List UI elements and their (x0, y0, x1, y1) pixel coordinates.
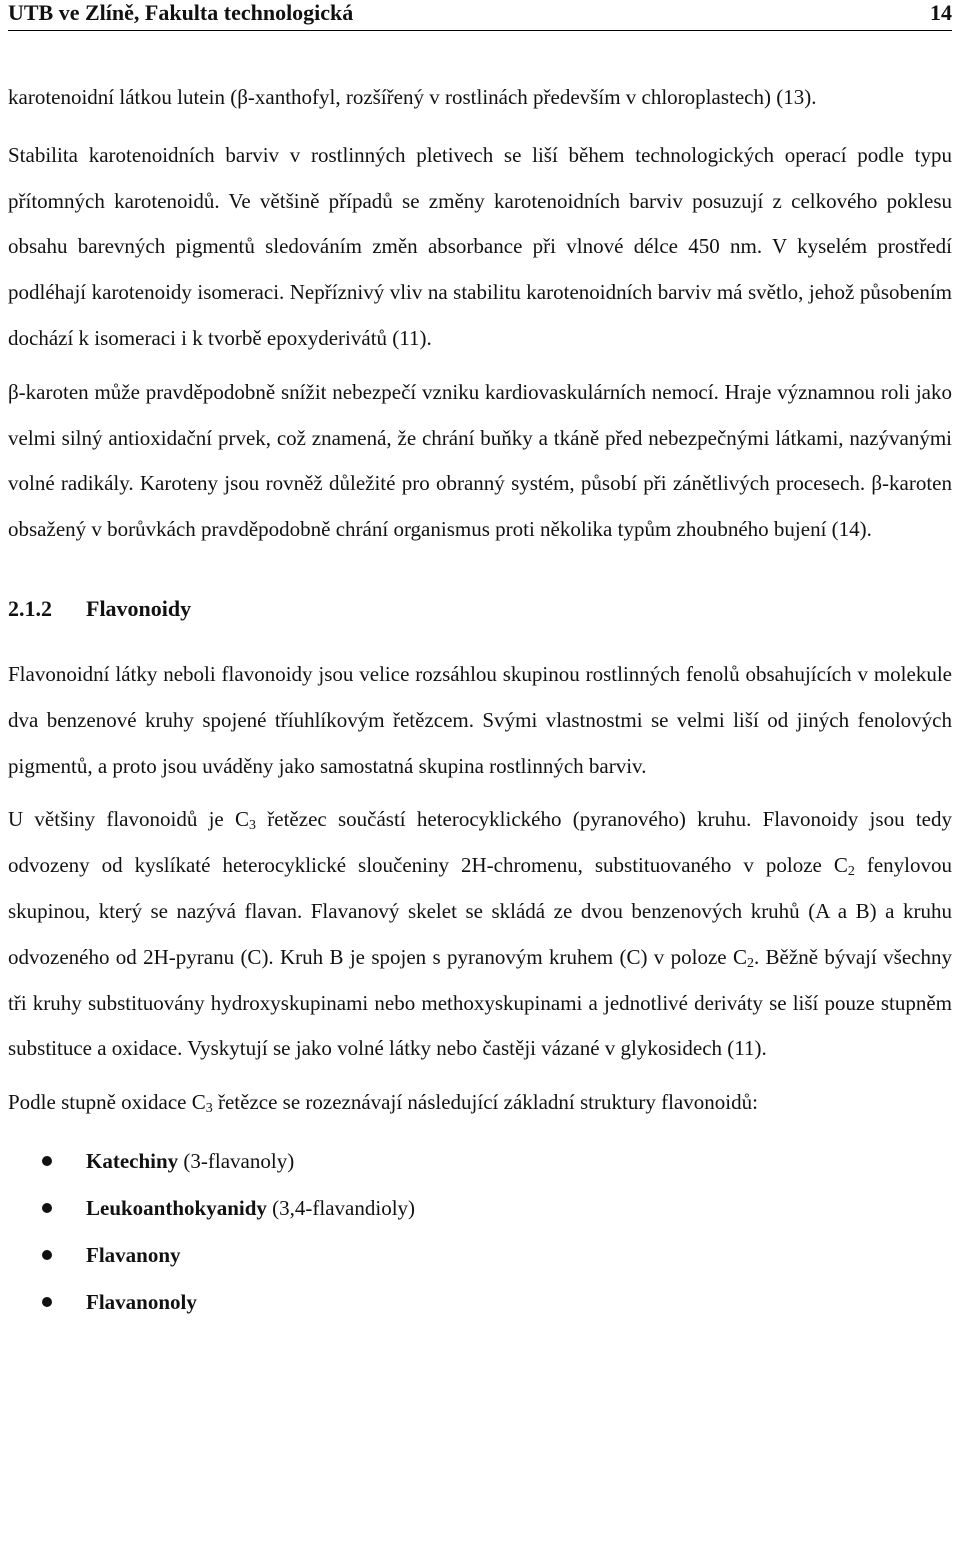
page-header (8, 0, 952, 31)
flavonoid-structure-list (8, 1138, 952, 1326)
paragraph-flavonoids-intro: Flavonoidní látky neboli flavonoidy jsou velice rozsáhlou skupinou rostlinných fenolů obsahujících v molekule dva benzenové kruhy spojené tříuhlíkovým řetězcem. Svými vlastnostmi se velmi liší od jiných fenolových pigmentů, a proto jsou uváděny jako samostatná skupina rostlinných barviv. (8, 661, 952, 778)
paragraph-lutein: karotenoidní látkou lutein (β-xanthofyl, rozšířený v rostlinách především v chloroplastech) (13). (8, 85, 817, 109)
bullet-icon (42, 1297, 52, 1307)
page-body (8, 75, 952, 1326)
list-item: Flavanonoly (8, 1279, 952, 1326)
bullet-icon (42, 1156, 52, 1166)
section-title: Flavonoidy (86, 595, 192, 621)
section-number: 2.1.2 (8, 595, 52, 621)
paragraph-stability: Stabilita karotenoidních barviv v rostlinných pletivech se liší během technologických operací podle typu přítomných karotenoidů. Ve většině případů se změny karotenoidních barviv posuzují z celkového poklesu obsahu barevných pigmentů sledováním změn absorbance při vlnové délce 450 nm. V kyselém prostředí podléhají karotenoidy isomeraci. Nepříznivý vliv na stabilitu karotenoidních barviv má světlo, jehož působením dochází k isomeraci i k tvorbě epoxyderivátů (11). (8, 142, 952, 350)
bullet-icon (42, 1250, 52, 1260)
paragraph-beta-carotene: β-karoten může pravděpodobně snížit nebezpečí vzniku kardiovaskulárních nemocí. Hraje významnou roli jako velmi silný antioxidační prvek, což znamená, že chrání buňky a tkáně před nebezpečnými látkami, nazývanými volné radikály. Karoteny jsou rovněž důležité pro obranný systém, působí při zánětlivých procesech. β-karoten obsažený v borůvkách pravděpodobně chrání organismus proti několika typům zhoubného bujení (14). (8, 379, 952, 542)
list-item: Leukoanthokyanidy (3,4-flavandioly) (8, 1185, 952, 1232)
page-number: 14 (930, 0, 952, 25)
bullet-icon (42, 1203, 52, 1213)
section-heading (8, 594, 952, 624)
paragraph-oxidation: Podle stupně oxidace $C_3$ řetězce se rozeznávají následující základní struktury flavonoidů: (8, 1090, 758, 1117)
list-item: Katechiny (3-flavanoly) (8, 1138, 952, 1185)
header-title: UTB ve Zlíně, Fakulta technologická (8, 0, 354, 25)
list-item: Flavanony (8, 1232, 952, 1279)
paragraph-flavonoid-structure: U většiny flavonoidů je $C_3$ řetězec součástí heterocyklického (pyranového) kruhu. Flavonoidy jsou tedy odvozeny od kyslíkaté heterocyklické sloučeniny 2H-chromenu, substituovaného v poloze $C_2$ fenylovou skupinou, který se nazývá flavan. Flavanový skelet se skládá ze dvou benzenových kruhů (A a B) a kruhu odvozeného od 2H-pyranu (C). Kruh B je spojen s pyranovým kruhem (C) v poloze $C_2$. Běžně bývají všechny tři kruhy substituovány hydroxyskupinami nebo methoxyskupinami a jednotlivé deriváty se liší pouze stupněm substituce a oxidace. Vyskytují se jako volné látky nebo častěji vázané v glykosidech (11). (8, 807, 952, 1061)
